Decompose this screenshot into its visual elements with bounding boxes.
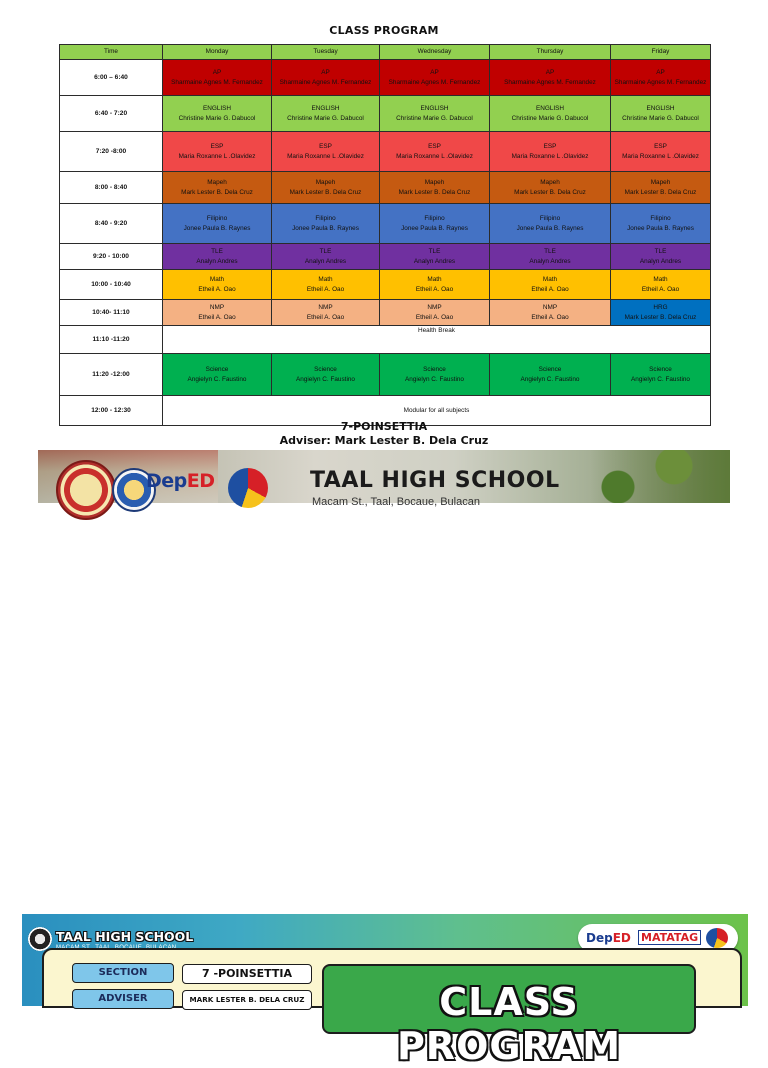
subject-cell (490, 204, 611, 244)
teacher-name: Christine Marie G. Dabucol (622, 114, 699, 122)
time-slot: 6:40 - 7:20 (60, 96, 163, 132)
teacher-name: Mark Lester B. Dela Cruz (181, 188, 253, 196)
subject-cell (490, 270, 611, 300)
teacher-name: Maria Roxanne L .Olavidez (396, 152, 473, 160)
subject-cell (380, 354, 490, 396)
subject-name: AP (321, 69, 330, 77)
subject-name: ENGLISH (311, 105, 340, 113)
teacher-name: Analyn Andres (304, 257, 347, 265)
subject-name: Mapeh (424, 179, 445, 187)
teacher-name: Maria Roxanne L .Olavidez (287, 152, 364, 160)
subject-name: Filipino (424, 215, 445, 223)
teacher-name: Etheil A. Oao (415, 313, 454, 321)
time-slot: 10:40- 11:10 (60, 300, 163, 326)
subject-cell (380, 60, 490, 96)
subject-cell (272, 270, 380, 300)
time-slot: 8:00 - 8:40 (60, 172, 163, 204)
subject-name: Math (209, 276, 225, 284)
deped-logo-ed: ED (612, 931, 631, 945)
deped-logo-ed: ED (186, 470, 215, 492)
subject-cell (380, 300, 490, 326)
subject-cell (272, 132, 380, 172)
banner-foliage (590, 450, 730, 503)
subject-cell (380, 270, 490, 300)
subject-cell (272, 204, 380, 244)
subject-name: Mapeh (540, 179, 560, 187)
adviser-value: MARK LESTER B. DELA CRUZ (182, 990, 312, 1010)
subject-cell (611, 172, 711, 204)
subject-name: Math (427, 276, 442, 284)
subject-name: Mapeh (207, 179, 227, 187)
subject-name: AP (212, 69, 222, 77)
subject-name: ESP (210, 143, 224, 151)
document-title: CLASS PROGRAM (329, 24, 439, 37)
time-slot: 10:00 - 10:40 (60, 270, 163, 300)
class-program-heading (322, 964, 696, 1068)
subject-name: Math (653, 276, 668, 284)
subject-name: TLE (319, 248, 332, 256)
schedule-row (60, 60, 711, 96)
subject-cell (611, 300, 711, 326)
subject-name: ESP (543, 143, 557, 151)
subject-name: Science (649, 366, 672, 374)
teacher-name: Sharmaine Agnes M. Fernandez (614, 78, 707, 86)
subject-cell (380, 204, 490, 244)
subject-cell (611, 60, 711, 96)
subject-name: AP (656, 69, 665, 77)
teacher-name: Mark Lester B. Dela Cruz (624, 313, 697, 321)
teacher-name: Sharmaine Agnes M. Fernandez (504, 78, 596, 86)
teacher-name: Christine Marie G. Dabucol (511, 114, 589, 122)
subject-cell (611, 204, 711, 244)
teacher-name: Maria Roxanne L .Olavidez (511, 152, 589, 160)
subject-name: AP (430, 69, 439, 77)
subject-name: TLE (654, 248, 667, 256)
subject-cell (490, 96, 611, 132)
teacher-name: Analyn Andres (413, 257, 456, 265)
subject-cell (611, 244, 711, 270)
teacher-name: Maria Roxanne L .Olavidez (178, 152, 256, 160)
subject-name: NMP (542, 304, 558, 312)
subject-cell (380, 244, 490, 270)
subject-name: Math (542, 276, 558, 284)
teacher-name: Mark Lester B. Dela Cruz (398, 188, 471, 196)
schedule-row (60, 96, 711, 132)
subject-cell (490, 172, 611, 204)
subject-cell (611, 270, 711, 300)
adviser-line: Adviser: Mark Lester B. Dela Cruz (279, 434, 489, 447)
teacher-name: Analyn Andres (196, 257, 238, 265)
subject-cell (611, 354, 711, 396)
schedule-row (60, 172, 711, 204)
adviser-label: ADVISER (72, 989, 174, 1009)
subject-name: ENGLISH (535, 105, 565, 113)
merged-activity-cell: Health Break (163, 326, 711, 354)
subject-cell (490, 354, 611, 396)
teacher-name: Etheil A. Oao (306, 313, 345, 321)
teacher-name: Jonee Paula B. Raynes (627, 224, 694, 232)
subject-cell (163, 60, 272, 96)
teacher-name: Analyn Andres (529, 257, 571, 265)
merged-activity-cell: Modular for all subjects (163, 396, 711, 426)
teacher-name: Mark Lester B. Dela Cruz (289, 188, 362, 196)
time-slot: 6:00 – 6:40 (60, 60, 163, 96)
teacher-name: Etheil A. Oao (531, 285, 569, 293)
teacher-name: Christine Marie G. Dabucol (178, 114, 256, 122)
teacher-name: Angielyn C. Faustino (296, 375, 355, 383)
column-header-day: Monday (163, 45, 272, 60)
section-value: 7 -POINSETTIA (182, 964, 312, 984)
schedule-row (60, 204, 711, 244)
time-slot: 12:00 - 12:30 (60, 396, 163, 426)
subject-cell (490, 132, 611, 172)
subject-name: Mapeh (315, 179, 336, 187)
bagong-pilipinas-logo-icon (706, 928, 728, 948)
subject-name: HRG (653, 304, 668, 312)
subject-name: ENGLISH (420, 105, 449, 113)
subject-name: Filipino (206, 215, 228, 223)
banner-school-address: Macam St., Taal, Bocaue, Bulacan (312, 496, 480, 508)
teacher-name: Christine Marie G. Dabucol (287, 114, 364, 122)
table-header-row (60, 45, 711, 60)
column-header-day: Friday (611, 45, 711, 60)
schedule-row (60, 354, 711, 396)
subject-name: TLE (428, 248, 441, 256)
matatag-logo: MATATAG (638, 930, 701, 945)
teacher-name: Jonee Paula B. Raynes (401, 224, 468, 232)
banner-school-name: TAAL HIGH SCHOOL (56, 929, 194, 944)
subject-name: ENGLISH (202, 105, 232, 113)
section-label: SECTION (72, 963, 174, 983)
subject-cell (611, 132, 711, 172)
deped-logo (146, 470, 215, 492)
subject-name: NMP (318, 304, 333, 312)
subject-cell (163, 96, 272, 132)
subject-cell (611, 96, 711, 132)
subject-cell (272, 354, 380, 396)
subject-cell (380, 132, 490, 172)
teacher-name: Mark Lester B. Dela Cruz (624, 188, 697, 196)
subject-name: Science (423, 366, 446, 374)
section-name: 7-POINSETTIA (340, 420, 428, 433)
subject-name: TLE (544, 248, 556, 256)
column-header-day: Tuesday (272, 45, 380, 60)
schedule-row (60, 326, 711, 354)
schedule-row (60, 270, 711, 300)
subject-cell (272, 300, 380, 326)
subject-name: ENGLISH (646, 105, 675, 113)
schedule-row (60, 132, 711, 172)
subject-cell (163, 354, 272, 396)
bagong-pilipinas-logo-icon (228, 468, 268, 508)
subject-name: Science (314, 366, 337, 374)
subject-name: Filipino (650, 215, 671, 223)
time-slot: 7:20 -8:00 (60, 132, 163, 172)
deped-logo (586, 931, 631, 945)
subject-cell (163, 300, 272, 326)
schedule-row (60, 300, 711, 326)
subject-name: ESP (428, 143, 441, 151)
teacher-name: Analyn Andres (639, 257, 682, 265)
subject-cell (272, 244, 380, 270)
school-banner-top (38, 450, 730, 508)
teacher-name: Christine Marie G. Dabucol (396, 114, 473, 122)
teacher-name: Mark Lester B. Dela Cruz (514, 188, 586, 196)
teacher-name: Etheil A. Oao (415, 285, 454, 293)
deped-logo-dep: Dep (146, 470, 187, 492)
subject-cell (163, 270, 272, 300)
subject-name: Filipino (539, 215, 561, 223)
teacher-name: Angielyn C. Faustino (405, 375, 464, 383)
class-program-heading-text: CLASS PROGRAM (396, 980, 622, 1068)
subject-name: Filipino (315, 215, 336, 223)
column-header-time: Time (60, 45, 163, 60)
time-slot: 8:40 - 9:20 (60, 204, 163, 244)
subject-name: AP (545, 69, 555, 77)
time-slot: 11:10 -11:20 (60, 326, 163, 354)
subject-cell (272, 60, 380, 96)
class-schedule-table (59, 44, 711, 426)
teacher-name: Sharmaine Agnes M. Fernandez (279, 78, 372, 86)
teacher-name: Etheil A. Oao (198, 313, 236, 321)
subject-cell (163, 204, 272, 244)
subject-cell (490, 60, 611, 96)
subject-cell (163, 172, 272, 204)
subject-cell (272, 172, 380, 204)
teacher-name: Etheil A. Oao (641, 285, 680, 293)
teacher-name: Etheil A. Oao (306, 285, 345, 293)
subject-cell (272, 96, 380, 132)
teacher-name: Angielyn C. Faustino (520, 375, 580, 383)
subject-name: Science (205, 366, 229, 374)
subject-name: Science (538, 366, 562, 374)
column-header-day: Wednesday (380, 45, 490, 60)
banner-school-name: TAAL HIGH SCHOOL (310, 468, 560, 493)
subject-name: NMP (427, 304, 442, 312)
subject-name: NMP (209, 304, 225, 312)
subject-name: ESP (654, 143, 667, 151)
time-slot: 11:20 -12:00 (60, 354, 163, 396)
teacher-name: Angielyn C. Faustino (187, 375, 247, 383)
subject-cell (380, 96, 490, 132)
teacher-name: Jonee Paula B. Raynes (292, 224, 359, 232)
subject-cell (490, 244, 611, 270)
teacher-name: Jonee Paula B. Raynes (183, 224, 251, 232)
subject-name: Mapeh (650, 179, 671, 187)
subject-cell (163, 132, 272, 172)
school-seal-icon (56, 460, 116, 520)
column-header-day: Thursday (490, 45, 611, 60)
schedule-row (60, 244, 711, 270)
subject-cell (490, 300, 611, 326)
teacher-name: Etheil A. Oao (531, 313, 569, 321)
teacher-name: Jonee Paula B. Raynes (516, 224, 584, 232)
teacher-name: Sharmaine Agnes M. Fernandez (388, 78, 481, 86)
teacher-name: Sharmaine Agnes M. Fernandez (171, 78, 263, 86)
deped-logo-dep: Dep (586, 931, 613, 945)
teacher-name: Maria Roxanne L .Olavidez (622, 152, 699, 160)
time-slot: 9:20 - 10:00 (60, 244, 163, 270)
teacher-name: Etheil A. Oao (198, 285, 236, 293)
subject-cell (163, 244, 272, 270)
teacher-name: Angielyn C. Faustino (631, 375, 690, 383)
subject-cell (380, 172, 490, 204)
subject-name: Math (318, 276, 333, 284)
subject-name: TLE (211, 248, 223, 256)
subject-name: ESP (319, 143, 332, 151)
